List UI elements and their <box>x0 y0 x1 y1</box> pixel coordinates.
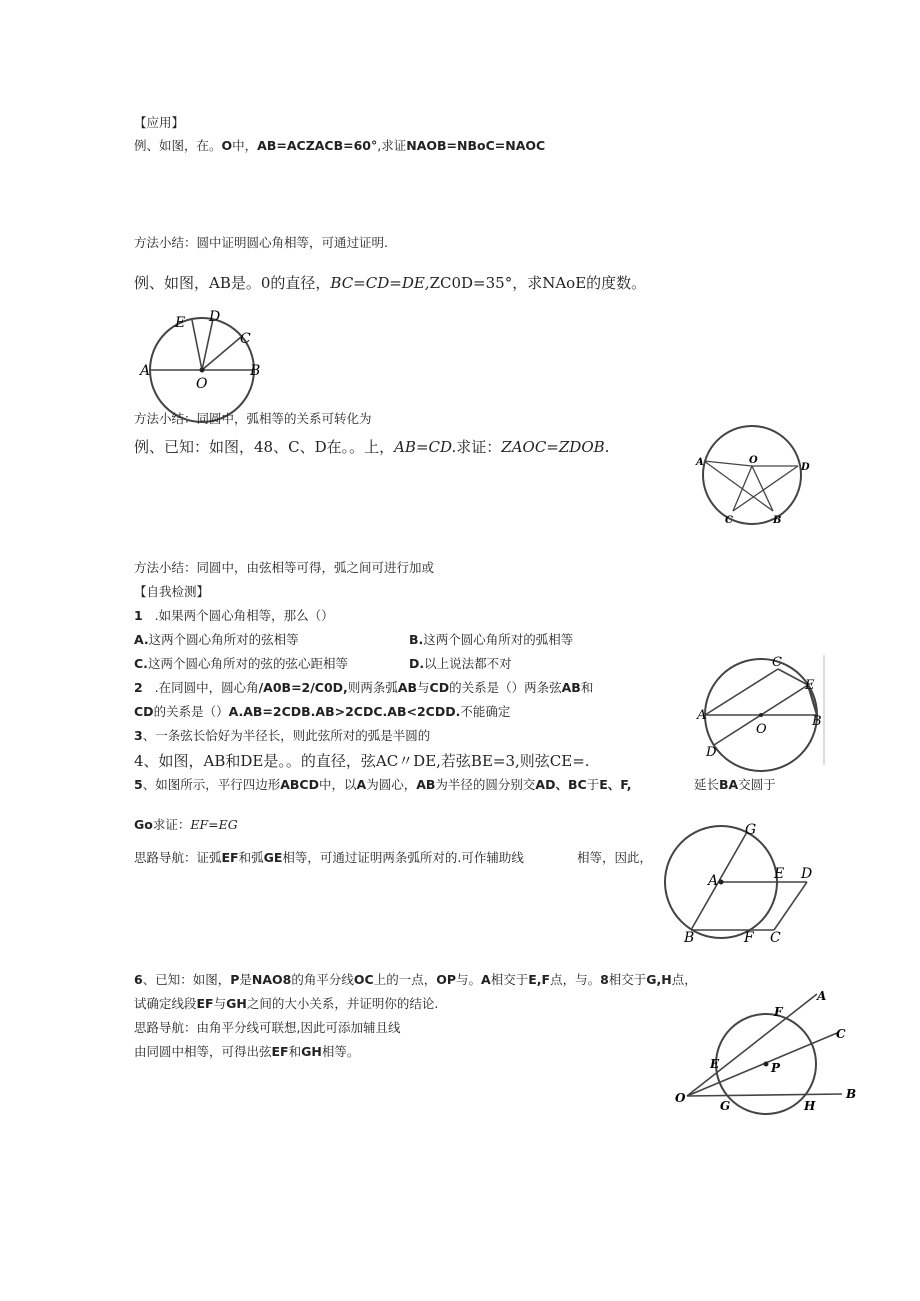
q6-line2-gh: GH <box>226 996 247 1011</box>
figure-3-center-dot <box>759 713 763 717</box>
q6-angle: NAO8 <box>251 972 292 987</box>
figure-4-label-c: C <box>770 930 781 946</box>
figure-5-ray-ob <box>687 1094 842 1096</box>
question-2-line-2 <box>134 704 510 720</box>
figure-1-semicircle-diameter <box>140 305 280 415</box>
example-3-conclusion: ZAOC=ZDOB. <box>501 438 610 456</box>
q6-text-8: 相交于 <box>608 972 647 987</box>
question-6-line-1 <box>134 972 697 988</box>
q5-hint-ge: GE <box>263 850 283 865</box>
q6-line2-b: 与 <box>213 996 227 1011</box>
q2-arc-ab: AB <box>397 680 418 695</box>
q2-text-3: 与 <box>417 680 430 695</box>
q5-ab: AB <box>416 777 436 792</box>
q6-hint2-b: 和 <box>288 1044 302 1059</box>
question-3-text: 、一条弦长恰好为半径长，则此弦所对的弧是半圆的 <box>142 728 431 743</box>
q6-text-6: 相交于 <box>490 972 529 987</box>
q6-text-4: 上的一点， <box>373 972 437 987</box>
q2-text-4: 的关系是（）两条弦 <box>449 680 562 695</box>
question-6-hint-2 <box>134 1044 359 1060</box>
q2-chord-cd: CD <box>134 704 154 719</box>
figure-5-label-f: F <box>774 1005 783 1019</box>
option-a-letter: A. <box>134 632 149 647</box>
q6-line2-ef: EF <box>196 996 214 1011</box>
figure-4-side-cd <box>774 882 807 930</box>
figure-3-label-e: E <box>805 678 815 693</box>
q2-chord-ab: AB <box>561 680 581 695</box>
question-1-number: 1 <box>134 608 143 623</box>
question-5-line-1-tail <box>694 777 776 793</box>
question-3 <box>134 728 430 744</box>
q2-choice-d-text: 不能确定 <box>460 704 511 719</box>
figure-2-label-d: D <box>801 462 810 473</box>
figure-2-chord-ab <box>704 461 773 511</box>
option-b-text: 这两个圆心角所对的弧相等 <box>423 632 574 647</box>
figure-5-label-p: P <box>771 1061 781 1075</box>
question-6-line-2 <box>134 996 438 1012</box>
figure-1-label-c: C <box>240 331 251 347</box>
example-1-condition: AB=ACZACB=60° <box>257 138 378 153</box>
q6-line2-c: 之间的大小关系，并证明你的结论. <box>246 996 439 1011</box>
figure-5-label-o: O <box>675 1091 686 1105</box>
question-1-option-b <box>409 632 573 648</box>
q6-op: OP <box>436 972 457 987</box>
question-1-option-c <box>134 656 348 672</box>
figure-4-label-g: G <box>745 822 757 838</box>
question-1-option-a <box>134 632 299 648</box>
q5-hint-1: 思路导航：证弧 <box>134 850 222 865</box>
figure-2-circle <box>703 426 801 524</box>
q5-text-3: 为圆心， <box>366 777 417 792</box>
figure-4-label-d: D <box>801 866 813 882</box>
figure-5-label-g: G <box>720 1099 731 1113</box>
figure-2-label-b: B <box>773 515 782 526</box>
figure-5-label-e: E <box>710 1057 720 1071</box>
question-1-option-d <box>409 656 512 672</box>
example-3 <box>134 437 609 457</box>
q5-abcd: ABCD <box>280 777 319 792</box>
q6-b8: 8 <box>600 972 609 987</box>
q5-text-7: 交圆于 <box>738 777 776 792</box>
figure-3-label-b: B <box>812 714 822 729</box>
example-3-prefix: 例、已知：如图，48、C、D在。。上， <box>134 438 395 456</box>
figure-2-chords-ab-cd <box>694 420 814 530</box>
q5-text-4: 为半径的圆分别交 <box>435 777 536 792</box>
example-1-conclusion: NAOB=NBoC=NAOC <box>406 138 546 153</box>
figure-2-label-o: O <box>749 455 758 466</box>
question-6-hint-1: 思路导航：由角平分线可联想,因此可添加辅且线 <box>134 1020 401 1035</box>
figure-1-label-e: E <box>175 315 186 331</box>
figure-4-label-f: F <box>744 930 754 946</box>
question-5-number: 5 <box>134 777 143 792</box>
q5-ba: BA <box>719 777 739 792</box>
figure-5-center-dot <box>764 1062 769 1067</box>
figure-5-label-b: B <box>846 1087 857 1101</box>
example-2-rest: ZC0D=35°，求NAoE的度数。 <box>429 274 647 292</box>
option-d-letter: D. <box>409 656 425 671</box>
q6-a: A <box>481 972 491 987</box>
question-4: 4、如图，AB和DE是。。的直径，弦AC〃DE,若弦BE=3,则弦CE=. <box>134 752 590 770</box>
question-5-hint-tail: 相等，因此， <box>577 850 653 865</box>
q5-a: A <box>356 777 367 792</box>
q6-ef: E,F <box>528 972 551 987</box>
q6-text-3: 的角平分线 <box>291 972 354 987</box>
q6-oc: OC <box>353 972 374 987</box>
figure-5-label-c: C <box>836 1027 846 1041</box>
example-1 <box>134 138 545 154</box>
example-2 <box>134 273 646 293</box>
method-summary-1: 方法小结：圆中证明圆心角相等，可通过证明. <box>134 235 388 250</box>
q2-text-1: .在同圆中，圆心角 <box>154 680 259 695</box>
figure-3-label-a: A <box>697 708 707 723</box>
q6-text-7: 点，与。 <box>550 972 601 987</box>
q6-text-2: 是 <box>239 972 252 987</box>
example-2-prefix: 例、如图，AB是。0的直径， <box>134 274 331 292</box>
q5-ad-bc: AD、BC <box>535 777 587 792</box>
question-1-stem <box>134 608 334 624</box>
q2-arc-cd: CD <box>429 680 450 695</box>
q2-angle-relation: /A0B=2/C0D, <box>258 680 348 695</box>
figure-5-label-h: H <box>804 1099 816 1113</box>
q5-prove-word: 求证： <box>152 817 191 832</box>
figure-4-parallelogram-circle <box>664 820 824 945</box>
q5-hint-3: 相等，可通过证明两条弧所对的.可作辅助线 <box>282 850 524 865</box>
q2-text-5: 和 <box>580 680 594 695</box>
figure-2-radius-oa <box>704 461 752 466</box>
figure-1-center-dot <box>200 368 205 373</box>
question-5-line-1 <box>134 777 632 793</box>
figure-4-center-dot <box>719 880 724 885</box>
example-3-prove-word: 求证： <box>456 438 502 456</box>
q5-hint-ef: EF <box>221 850 239 865</box>
option-c-letter: C. <box>134 656 148 671</box>
example-1-prefix: 例、如图，在。 <box>134 138 222 153</box>
method-summary-3: 方法小结：同圆中，由弦相等可得，弧之间可进行加或 <box>134 560 435 575</box>
question-5-hint <box>134 850 524 866</box>
q6-p: P <box>230 972 240 987</box>
option-b-letter: B. <box>409 632 424 647</box>
figure-5-angle-bisector-circle <box>672 988 872 1113</box>
q2-text-2: 则两条弧 <box>347 680 398 695</box>
question-3-number: 3 <box>134 728 143 743</box>
figure-5-label-a: A <box>817 989 827 1003</box>
question-1-text: .如果两个圆心角相等，那么（） <box>154 608 334 623</box>
method-summary-2: 方法小结：同圆中，弧相等的关系可转化为 <box>134 411 372 426</box>
figure-4-label-b: B <box>684 930 695 946</box>
option-a-text: 这两个圆心角所对的弦相等 <box>148 632 299 647</box>
section-heading-self-check: 【自我检测】 <box>134 584 210 599</box>
question-2-line-1 <box>134 680 593 696</box>
figure-2-label-c: C <box>725 515 733 526</box>
q5-text-6: 延长 <box>694 777 720 792</box>
figure-3-label-d: D <box>706 745 717 760</box>
q5-conclusion: EF=EG <box>190 817 238 832</box>
figure-2-label-a: A <box>696 457 704 468</box>
q6-gh: G,H <box>646 972 672 987</box>
section-heading-apply: 【应用】 <box>134 115 185 130</box>
q6-hint2-a: 由同圆中相等，可得出弦 <box>134 1044 272 1059</box>
figure-3-chord-ac <box>705 669 778 715</box>
figure-1-radius-oe <box>192 320 202 370</box>
example-3-condition: AB=CD. <box>394 438 457 456</box>
q5-hint-2: 和弧 <box>238 850 264 865</box>
q6-hint2-ef: EF <box>271 1044 289 1059</box>
option-c-text: 这两个圆心角所对的弦的弦心距相等 <box>147 656 348 671</box>
figure-1-label-b: B <box>250 363 261 379</box>
question-2-number: 2 <box>134 680 143 695</box>
question-5-line-2 <box>134 817 238 833</box>
q5-ef: E、F, <box>599 777 632 792</box>
q5-text-2: 中，以 <box>318 777 357 792</box>
figure-1-label-o: O <box>196 376 208 392</box>
figure-2-radius-ob <box>752 466 773 511</box>
q5-text-1: 、如图所示，平行四边形 <box>142 777 281 792</box>
q6-hint2-gh: GH <box>301 1044 322 1059</box>
option-d-text: 以上说法都不对 <box>424 656 512 671</box>
figure-4-label-a: A <box>708 873 719 889</box>
q2-line2-text: 的关系是（） <box>153 704 229 719</box>
example-1-mid: 中， <box>232 138 258 153</box>
figure-3-label-c: C <box>772 655 782 670</box>
figure-3-label-o: O <box>756 722 767 737</box>
figure-4-label-e: E <box>774 866 785 882</box>
figure-3-two-diameters <box>696 655 826 765</box>
figure-5-ray-oa <box>687 994 817 1096</box>
q6-line2-a: 试确定线段 <box>134 996 197 1011</box>
figure-3-chord-ce <box>778 669 808 685</box>
q5-g: Go <box>134 817 153 832</box>
question-6-number: 6 <box>134 972 143 987</box>
q5-text-5: 于 <box>586 777 600 792</box>
example-1-prove-word: ,求证 <box>377 138 407 153</box>
example-1-circle: O <box>221 138 233 153</box>
q6-text-9: 点， <box>671 972 697 987</box>
example-2-condition: BC=CD=DE, <box>330 274 430 292</box>
q6-text-5: 与。 <box>456 972 482 987</box>
q6-hint2-c: 相等。 <box>321 1044 360 1059</box>
figure-1-label-a: A <box>140 363 151 379</box>
q2-choices: A.AB=2CDB.AB>2CDC.AB<2CDD. <box>228 704 461 719</box>
q6-text-1: 、已知：如图， <box>142 972 231 987</box>
figure-1-label-d: D <box>209 309 221 325</box>
